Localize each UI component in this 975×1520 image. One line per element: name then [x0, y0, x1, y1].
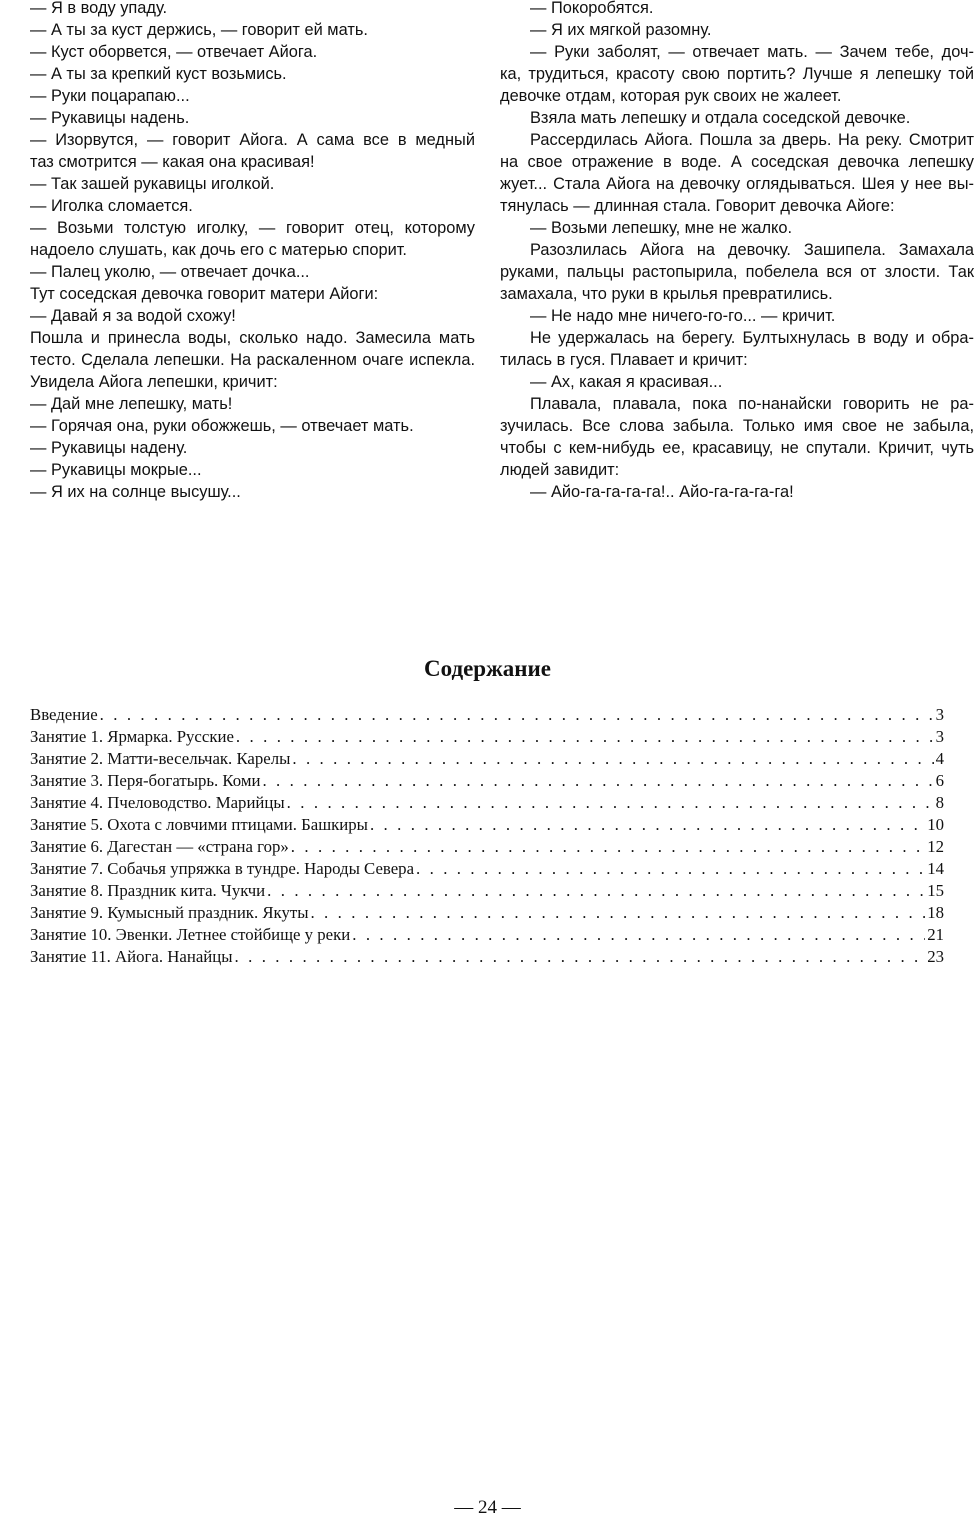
text-line: — Рукавицы мокрые...: [30, 461, 202, 479]
toc-entry[interactable]: [30, 946, 944, 968]
text-line: — Ах, какая я красивая...: [530, 373, 723, 391]
toc-entry-page: 4: [935, 749, 944, 768]
text-line: Взяла мать лепешку и отдала соседской девочке.: [530, 109, 911, 127]
toc-entry-label: Занятие 1. Ярмарка. Русские: [30, 727, 234, 746]
text-line: — Руки заболят, — отвечает мать. — Зачем тебе, доч-: [530, 43, 974, 61]
toc-entry[interactable]: [30, 814, 944, 836]
text-line: — Так зашей рукавицы иголкой.: [30, 175, 275, 193]
toc-leader-dots: [100, 704, 934, 726]
story-column-right: [500, 0, 974, 503]
text-line: — Палец уколю, — отвечает дочка...: [30, 263, 310, 281]
toc-entry-label: Занятие 8. Праздник кита. Чукчи: [30, 881, 266, 900]
text-line: ка, трудиться, красоту свою портить? Лучше я лепешку той: [500, 65, 974, 83]
toc-entry-page: 10: [927, 815, 944, 834]
text-line: — Руки поцарапаю...: [30, 87, 190, 105]
text-line: — А ты за крепкий куст возьмись.: [30, 65, 287, 83]
toc-entry[interactable]: [30, 902, 944, 924]
toc-entry-label: Занятие 5. Охота с ловчими птицами. Башкиры: [30, 815, 368, 834]
toc-entry[interactable]: [30, 748, 944, 770]
toc-entry-label: Занятие 9. Кумысный праздник. Якуты: [30, 903, 309, 922]
text-line: — Давай я за водой схожу!: [30, 307, 236, 325]
text-line: на свое отражение в воде. А соседская девочка лепешку: [500, 153, 974, 171]
toc-entry[interactable]: [30, 924, 944, 946]
toc-entry-label: Занятие 4. Пчеловодство. Марийцы: [30, 793, 285, 812]
toc-entry-page: 14: [927, 859, 944, 878]
text-line: — Рукавицы надень.: [30, 109, 190, 127]
table-of-contents: [30, 704, 944, 968]
text-line: тянулась — длинная стала. Говорит девочка Айоге:: [500, 197, 895, 215]
toc-leader-dots: [352, 924, 925, 946]
text-line: — А ты за куст держись, — говорит ей мать.: [30, 21, 368, 39]
text-line: руками, пальцы растопырила, побелела вся от злости. Так: [500, 263, 974, 281]
toc-entry-label: Занятие 11. Айога. Нанайцы: [30, 947, 233, 966]
text-line: тилась в гуся. Плавает и кричит:: [500, 351, 748, 369]
toc-leader-dots: [292, 748, 933, 770]
text-line: таз смотрится — какая она красивая!: [30, 153, 315, 171]
text-line: Рассердилась Айога. Пошла за дверь. На реку. Смотрит: [530, 131, 974, 149]
toc-leader-dots: [267, 880, 925, 902]
text-line: — Я в воду упаду.: [30, 0, 168, 17]
text-line: девочке отдам, которая рук своих не жалеет.: [500, 87, 842, 105]
text-line: — Я их мягкой разомну.: [530, 21, 712, 39]
toc-entry-page: 3: [935, 705, 944, 724]
text-line: — Не надо мне ничего-го-го... — кричит.: [530, 307, 836, 325]
text-line: замахала, что руки в крылья превратились.: [500, 285, 833, 303]
toc-title: Содержание: [424, 656, 551, 681]
toc-entry[interactable]: [30, 792, 944, 814]
story-column-left: [30, 0, 475, 503]
toc-entry-label: Занятие 6. Дагестан — «страна гор»: [30, 837, 289, 856]
text-line: чтобы с кем-нибудь ее, красавицу, не спутали. Кричит, чуть: [500, 439, 974, 457]
toc-entry[interactable]: [30, 858, 944, 880]
toc-entry-label: Занятие 7. Собачья упряжка в тундре. Народы Севера: [30, 859, 415, 878]
toc-entry[interactable]: [30, 704, 944, 726]
toc-leader-dots: [287, 792, 934, 814]
toc-entry[interactable]: [30, 770, 944, 792]
text-line: — Рукавицы надену.: [30, 439, 188, 457]
text-line: Разозлилась Айога на девочку. Зашипела. Замахала: [530, 241, 974, 259]
text-line: надоело слушать, как дочь его с матерью спорит.: [30, 241, 407, 259]
toc-entry[interactable]: [30, 880, 944, 902]
toc-leader-dots: [416, 858, 925, 880]
text-line: — Я их на солнце высушу...: [30, 483, 241, 501]
toc-leader-dots: [235, 946, 926, 968]
toc-leader-dots: [236, 726, 934, 748]
text-line: Увидела Айога лепешки, кричит:: [30, 373, 278, 391]
text-line: Плавала, плавала, пока по-нанайски говорить не ра-: [530, 395, 974, 413]
text-line: зучилась. Все слова забыла. Только имя свое не забыла,: [500, 417, 974, 435]
text-line: Не удержалась на берегу. Бултыхнулась в воду и обра-: [530, 329, 974, 347]
toc-entry[interactable]: [30, 726, 944, 748]
toc-entry-label: Занятие 3. Перя-богатырь. Коми: [30, 771, 261, 790]
toc-entry-page: 18: [927, 903, 944, 922]
text-line: — Дай мне лепешку, мать!: [30, 395, 233, 413]
text-line: жует... Стала Айога на девочку оглядываться. Шея у нее вы-: [500, 175, 974, 193]
text-line: — Возьми лепешку, мне не жалко.: [530, 219, 793, 237]
text-line: — Горячая она, руки обожжешь, — отвечает мать.: [30, 417, 414, 435]
toc-entry-label: Занятие 2. Матти-весельчак. Карелы: [30, 749, 291, 768]
text-line: — Изорвутся, — говорит Айога. А сама все в медный: [30, 131, 475, 149]
toc-entry-page: 12: [927, 837, 944, 856]
text-line: людей завидит:: [500, 461, 620, 479]
toc-entry-page: 6: [935, 771, 944, 790]
text-line: — Иголка сломается.: [30, 197, 193, 215]
text-line: — Возьми толстую иголку, — говорит отец, которому: [30, 219, 475, 237]
text-line: — Покоробятся.: [530, 0, 654, 17]
toc-entry-page: 15: [927, 881, 944, 900]
page-number: — 24 —: [454, 1497, 521, 1518]
toc-entry[interactable]: [30, 836, 944, 858]
toc-entry-page: 23: [927, 947, 944, 966]
text-line: — Куст оборвется, — отвечает Айога.: [30, 43, 318, 61]
toc-leader-dots: [310, 902, 925, 924]
toc-leader-dots: [370, 814, 925, 836]
toc-leader-dots: [262, 770, 933, 792]
text-line: Пошла и принесла воды, сколько надо. Замесила мать: [30, 329, 475, 347]
toc-leader-dots: [291, 836, 925, 858]
toc-entry-page: 3: [935, 727, 944, 746]
toc-entry-label: Введение: [30, 705, 98, 724]
toc-entry-page: 21: [927, 925, 944, 944]
toc-entry-page: 8: [935, 793, 944, 812]
toc-entry-label: Занятие 10. Эвенки. Летнее стойбище у реки: [30, 925, 351, 944]
text-line: тесто. Сделала лепешки. На раскаленном очаге испекла.: [30, 351, 475, 369]
text-line: — Айо-га-га-га-га!.. Айо-га-га-га-га!: [530, 483, 794, 501]
text-line: Тут соседская девочка говорит матери Айоги:: [30, 285, 379, 303]
